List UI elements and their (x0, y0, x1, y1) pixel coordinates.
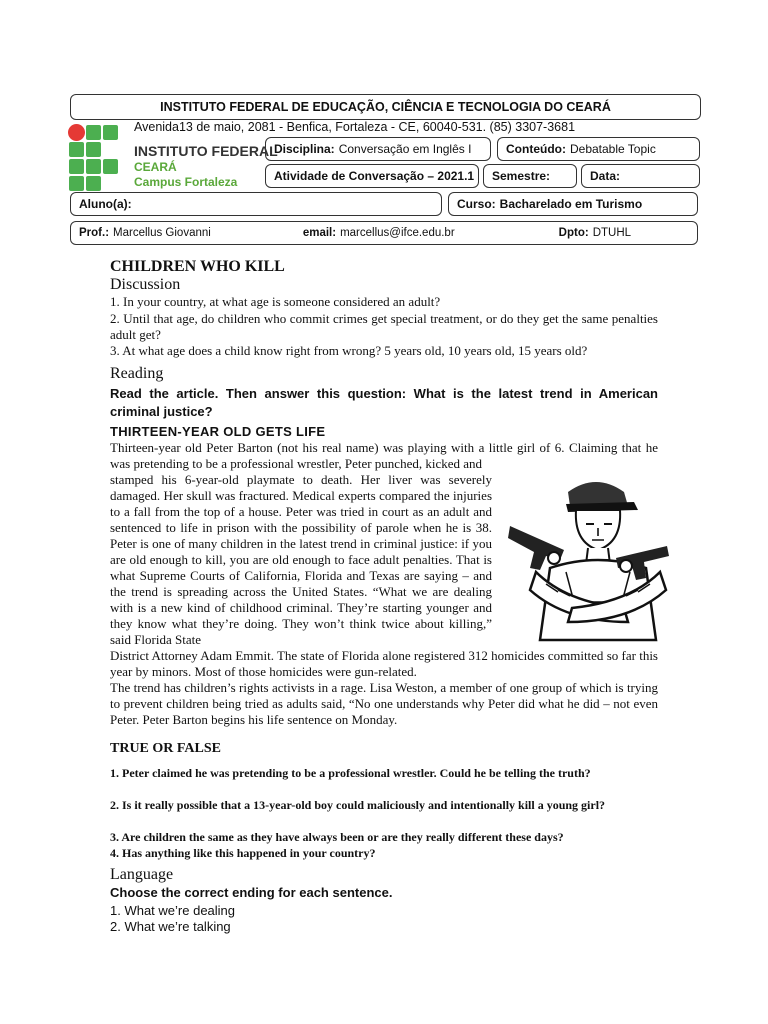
language-item-1: 1. What we’re dealing (110, 903, 236, 918)
disciplina-box (265, 137, 491, 161)
logo-text-ceara: CEARÁ (134, 160, 177, 174)
tf-q1: 1. Peter claimed he was pretending to be a professional wrestler. Could he be telling the truth? (110, 766, 591, 780)
article-p1-bottom: District Attorney Adam Emmit. The state of Florida alone registered 312 homicides committed so far this year by minors. Most of those homicides were gun-related. (110, 648, 658, 679)
semestre-label: Semestre: (492, 169, 551, 183)
institution-box (70, 94, 701, 120)
dpto-value: DTUHL (592, 227, 632, 239)
data-box (581, 164, 700, 188)
dpto-label: Dpto: (558, 227, 589, 239)
article-p2: The trend has children’s rights activists in a rage. Lisa Weston, a member of one group of which is trying to prevent children being tried as adults said, “No one understands why Peter did what he did – not even Peter. Peter Barton begins his life sentence on Monday. (110, 680, 658, 727)
language-instruction: Choose the correct ending for each sentence. (110, 885, 393, 900)
tf-q4: 4. Has anything like this happened in your country? (110, 846, 376, 860)
discussion-q1: 1. In your country, at what age is someone considered an adult? (110, 294, 441, 309)
disciplina-value: Conversação em Inglês I (338, 142, 472, 156)
reading-heading: Reading (110, 365, 164, 382)
discussion-q3: 3. At what age does a child know right from wrong? 5 years old, 10 years old, 15 years old? (110, 343, 588, 358)
conteudo-box (497, 137, 700, 161)
tf-q3: 3. Are children the same as they have always been or are they really different these days? (110, 830, 564, 844)
article-p1-wrap: stamped his 6-year-old playmate to death. Her liver was severely damaged. Her skull was fractured. Medical experts compared the injuries to a fall from the top of a house. Peter was tried in court as an adult and sentenced to life in prison with the possibility of parole when he is 38. Peter is one of many children in the latest trend in criminal justice: if you are old enough to kill, you are old enough to face adult penalties. That is what Supreme Courts of California, Florida and Texas are saying – and the trend is spreading across the United States. “What we are dealing with is a new kind of childhood criminal. They’re starting younger and they know what they’re doing. They won’t think twice about killing,” said Florida State (110, 472, 492, 647)
true-false-heading: TRUE OR FALSE (110, 741, 221, 756)
curso-box (448, 192, 698, 216)
aluno-label: Aluno(a): (79, 197, 132, 211)
page-title: CHILDREN WHO KILL (110, 258, 285, 275)
discussion-heading: Discussion (110, 276, 181, 293)
atividade-box (265, 164, 479, 188)
logo-text-institute: INSTITUTO FEDERAL (134, 143, 278, 159)
logo-red-dot-icon (68, 124, 85, 141)
prof-value: Marcellus Giovanni (113, 227, 211, 239)
language-item-2: 2. What we’re talking (110, 919, 231, 934)
tf-q2: 2. Is it really possible that a 13-year-old boy could maliciously and intentionally kill a young girl? (110, 798, 606, 812)
data-label: Data: (590, 169, 621, 183)
logo-text-campus: Campus Fortaleza (134, 175, 238, 189)
gunman-illustration (506, 472, 671, 647)
conteudo-value: Debatable Topic (569, 142, 656, 156)
if-logo (68, 124, 134, 190)
curso-value: Bacharelado em Turismo (499, 197, 643, 211)
curso-label: Curso: (457, 197, 496, 211)
conteudo-label: Conteúdo: (506, 142, 566, 156)
atividade-label: Atividade de Conversação – 2021.1 (274, 169, 475, 183)
article-title: THIRTEEN-YEAR OLD GETS LIFE (110, 424, 326, 439)
institution-name: INSTITUTO FEDERAL DE EDUCAÇÃO, CIÊNCIA E TECNOLOGIA DO CEARÁ (160, 100, 611, 114)
aluno-box (70, 192, 442, 216)
semestre-box (483, 164, 577, 188)
language-heading: Language (110, 866, 174, 883)
article-p1-top: Thirteen-year old Peter Barton (not his real name) was playing with a little girl of 6. Claiming that he was pretending to be a professional wrestler, Peter punched, kicked and (110, 440, 658, 471)
discussion-q2: 2. Until that age, do children who commit crimes get special treatment, or do they get the same penalties adult get? (110, 311, 658, 342)
prof-box (70, 221, 698, 245)
email-label: email: (302, 227, 337, 239)
disciplina-label: Disciplina: (274, 142, 335, 156)
reading-instruction: Read the article. Then answer this question: What is the latest trend in American criminal justice? (110, 386, 658, 419)
email-value: marcellus@ifce.edu.br (340, 227, 455, 239)
prof-label: Prof.: (79, 227, 110, 239)
address: Avenida13 de maio, 2081 - Benfica, Fortaleza - CE, 60040-531. (85) 3307-3681 (134, 120, 576, 134)
